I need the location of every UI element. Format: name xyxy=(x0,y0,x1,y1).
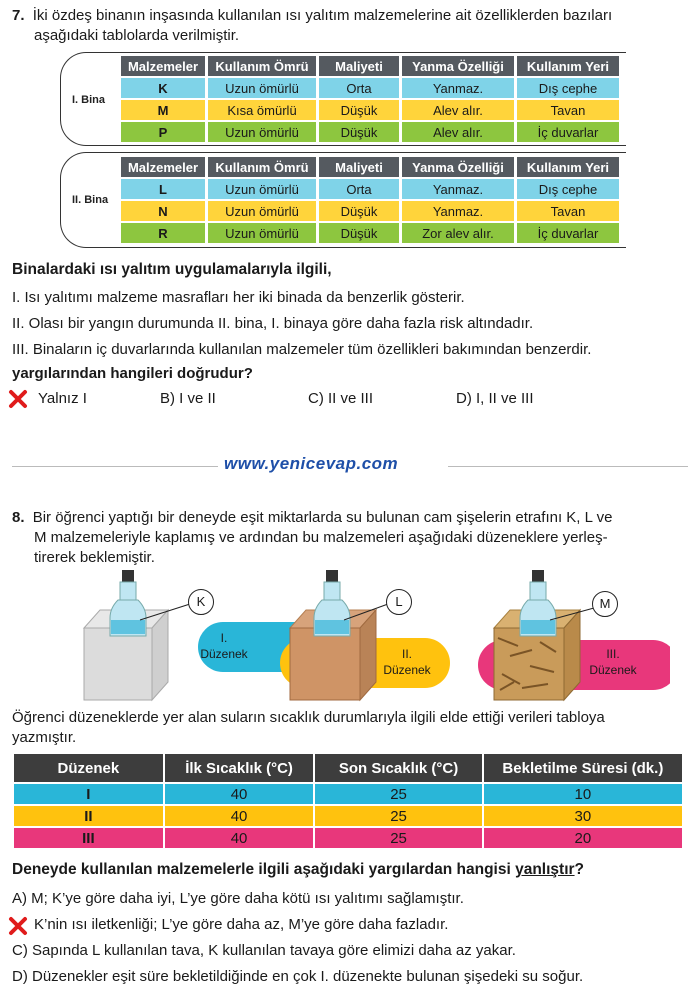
setup-1-tag-line2: Düzenek xyxy=(200,647,248,661)
q7-statement-3: III. Binaların iç duvarlarında kullanılan malzemeler tüm özellikleri bakımından benzerdir. xyxy=(12,341,592,358)
table-header-row xyxy=(14,754,682,782)
col-usage: Kullanım Yeri xyxy=(517,157,619,177)
cell: Alev alır. xyxy=(402,100,514,120)
table-row xyxy=(14,784,682,804)
q8-option-d[interactable]: D) Düzenekler eşit süre bekletildiğinde en çok I. düzenekte bulunan şişedeki su soğur. xyxy=(12,968,584,985)
table-row xyxy=(121,78,619,98)
cell: Zor alev alır. xyxy=(402,223,514,243)
cell: Alev alır. xyxy=(402,122,514,142)
table-header-row xyxy=(121,157,619,177)
cell: Uzun ömürlü xyxy=(208,223,316,243)
cell: Yanmaz. xyxy=(402,201,514,221)
cell: Tavan xyxy=(517,100,619,120)
cross-mark-icon xyxy=(8,916,28,936)
col-materials: Malzemeler xyxy=(121,157,205,177)
table-header-row xyxy=(121,56,619,76)
temperature-table xyxy=(12,752,684,850)
col-materials: Malzemeler xyxy=(121,56,205,76)
cell: Uzun ömürlü xyxy=(208,201,316,221)
q7-statement-2: II. Olası bir yangın durumunda II. bina, I. binaya göre daha fazla risk altındadır. xyxy=(12,315,534,332)
cell: İç duvarlar xyxy=(517,122,619,142)
q7-option-d[interactable]: D) I, II ve III xyxy=(456,390,534,407)
table-row xyxy=(121,201,619,221)
cell: I xyxy=(14,784,163,804)
q7-number: 7. xyxy=(12,7,25,24)
cell: P xyxy=(121,122,205,142)
col-burning: Yanma Özelliği xyxy=(402,157,514,177)
q8-stem-line2: M malzemeleriyle kaplamış ve ardından bu malzemeleri aşağıdaki düzeneklere yerleş- xyxy=(34,529,608,546)
cell: İç duvarlar xyxy=(517,223,619,243)
cell: 40 xyxy=(165,806,314,826)
setup-1-tag-line1: I. xyxy=(220,631,228,645)
cell: Yanmaz. xyxy=(402,179,514,199)
col-lifetime: Kullanım Ömrü xyxy=(208,56,316,76)
setup-2-illustration xyxy=(280,570,450,700)
table-row xyxy=(121,179,619,199)
experiment-setups xyxy=(70,566,670,702)
setup-3-tag-line1: III. xyxy=(606,647,620,661)
cell: Düşük xyxy=(319,201,399,221)
cell: 25 xyxy=(315,806,481,826)
cell: 30 xyxy=(484,806,682,826)
cell: Dış cephe xyxy=(517,179,619,199)
table-row xyxy=(121,100,619,120)
q8-option-c[interactable]: C) Sapında L kullanılan tava, K kullanılan tavaya göre elimizi daha az yakar. xyxy=(12,942,516,959)
table-row xyxy=(14,828,682,848)
cell: 20 xyxy=(484,828,682,848)
q8-intro-line2: yazmıştır. xyxy=(12,729,77,746)
q8-question-underlined: yanlıştır xyxy=(515,861,575,878)
table-row xyxy=(121,122,619,142)
setup-2-tag-line1: II. xyxy=(401,647,412,661)
q8-stem xyxy=(12,508,690,528)
cell: Tavan xyxy=(517,201,619,221)
material-label-l: L xyxy=(386,589,412,615)
setup-3-tag-line2: Düzenek xyxy=(589,663,637,677)
cell: Uzun ömürlü xyxy=(208,122,316,142)
cell: Düşük xyxy=(319,122,399,142)
cell: Orta xyxy=(319,179,399,199)
cell: 40 xyxy=(165,784,314,804)
building2-label: II. Bina xyxy=(72,194,109,206)
col-lifetime: Kullanım Ömrü xyxy=(208,157,316,177)
cell: R xyxy=(121,223,205,243)
cell: Orta xyxy=(319,78,399,98)
q8-stem-line3: tirerek beklemiştir. xyxy=(34,549,155,566)
col-cost: Maliyeti xyxy=(319,56,399,76)
q7-statement-1: I. Isı yalıtımı malzeme masrafları her iki binada da benzerlik gösterir. xyxy=(12,289,465,306)
cross-mark-icon xyxy=(8,389,28,409)
cell: 40 xyxy=(165,828,314,848)
cell: N xyxy=(121,201,205,221)
q8-question-post: ? xyxy=(574,861,585,878)
cell: II xyxy=(14,806,163,826)
col-usage: Kullanım Yeri xyxy=(517,56,619,76)
col-duration: Bekletilme Süresi (dk.) xyxy=(484,754,682,782)
cell: Uzun ömürlü xyxy=(208,179,316,199)
cell: 10 xyxy=(484,784,682,804)
cell: Kısa ömürlü xyxy=(208,100,316,120)
cell: M xyxy=(121,100,205,120)
q8-option-a[interactable]: A) M; K’ye göre daha iyi, L’ye göre daha kötü ısı yalıtımı sağlamıştır. xyxy=(12,890,464,907)
q8-stem-line1: Bir öğrenci yaptığı bir deneyde eşit miktarlarda su bulunan cam şişelerin etrafını K, L ve xyxy=(32,509,613,526)
q8-question xyxy=(12,860,690,880)
q7-question: yargılarından hangileri doğrudur? xyxy=(12,365,253,382)
brand-watermark: www.yenicevap.com xyxy=(224,454,399,473)
q7-option-a[interactable]: Yalnız I xyxy=(38,390,87,407)
building1-label: I. Bina xyxy=(72,94,106,106)
q7-option-b[interactable]: B) I ve II xyxy=(160,390,216,407)
q8-option-b[interactable]: K’nin ısı iletkenliği; L’ye göre daha az, M’ye göre daha fazladır. xyxy=(34,916,449,933)
col-cost: Maliyeti xyxy=(319,157,399,177)
setup-2-tag xyxy=(372,646,442,678)
q8-question-pre: Deneyde kullanılan malzemelerle ilgili aşağıdaki yargılardan hangisi xyxy=(12,861,516,878)
building2-table xyxy=(118,155,622,245)
divider-left xyxy=(12,466,218,467)
cell: L xyxy=(121,179,205,199)
material-label-m: M xyxy=(592,591,618,617)
setup-3-illustration xyxy=(478,570,670,700)
cell: Düşük xyxy=(319,223,399,243)
setup-1-tag xyxy=(194,630,254,662)
setup-3-tag xyxy=(580,646,646,678)
table-row xyxy=(14,806,682,826)
building1-table xyxy=(118,54,622,144)
setup-2-tag-line2: Düzenek xyxy=(383,663,431,677)
q8-intro-line1: Öğrenci düzeneklerde yer alan suların sıcaklık durumlarıyla ilgili elde ettiği verileri tabloya xyxy=(12,709,605,726)
col-initial-temp: İlk Sıcaklık (°C) xyxy=(165,754,314,782)
q7-prompt: Binalardaki ısı yalıtım uygulamalarıyla ilgili, xyxy=(12,261,332,278)
col-final-temp: Son Sıcaklık (°C) xyxy=(315,754,481,782)
table-row xyxy=(121,223,619,243)
q7-stem xyxy=(12,6,690,26)
cell: 25 xyxy=(315,828,481,848)
cell: Uzun ömürlü xyxy=(208,78,316,98)
q7-stem-line1: İki özdeş binanın inşasında kullanılan ısı yalıtım malzemelerine ait özelliklerden bazıları xyxy=(32,7,613,24)
col-burning: Yanma Özelliği xyxy=(402,56,514,76)
cell: K xyxy=(121,78,205,98)
col-setup: Düzenek xyxy=(14,754,163,782)
divider-right xyxy=(448,466,688,467)
cell: Yanmaz. xyxy=(402,78,514,98)
cell: III xyxy=(14,828,163,848)
q7-option-c[interactable]: C) II ve III xyxy=(308,390,374,407)
q8-number: 8. xyxy=(12,509,25,526)
material-label-k: K xyxy=(188,589,214,615)
cell: 25 xyxy=(315,784,481,804)
cell: Dış cephe xyxy=(517,78,619,98)
q7-stem-line2: aşağıdaki tablolarda verilmiştir. xyxy=(34,27,240,44)
cell: Düşük xyxy=(319,100,399,120)
